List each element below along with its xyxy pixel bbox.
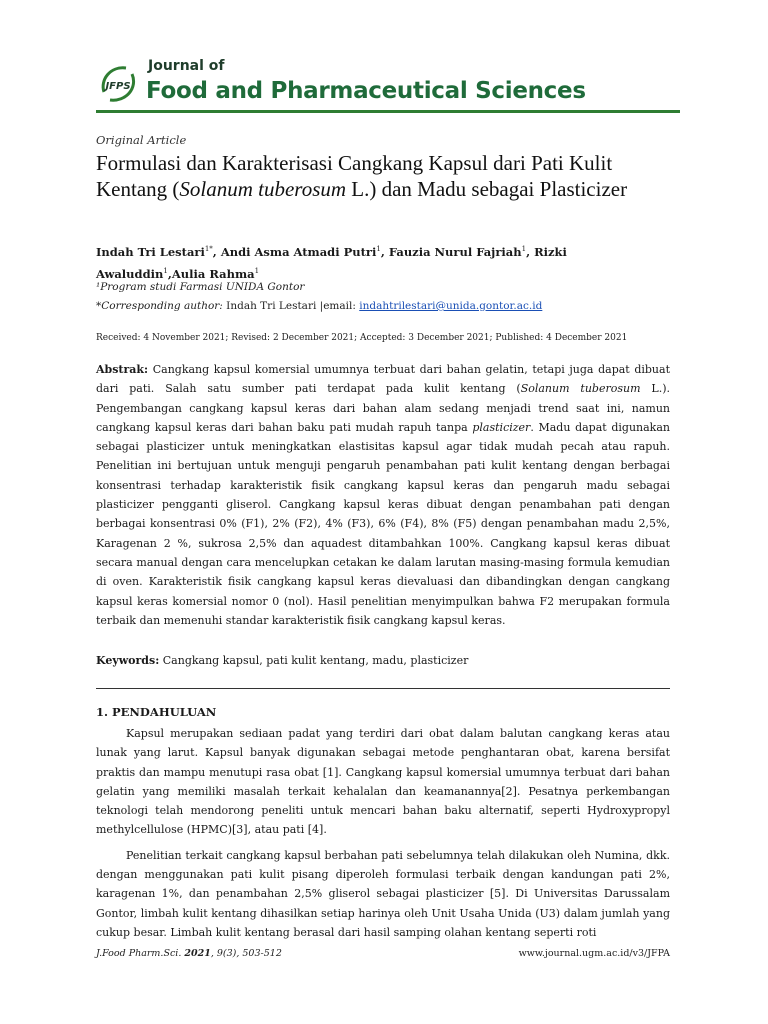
citation-suffix: , 9(3), 503-512 <box>210 948 282 959</box>
author-separator: , <box>212 244 221 259</box>
abstract-text-1: Cangkang kapsul komersial umumnya terbuat dari bahan gelatin, tetapi juga dapat dibuat dari pati. Salah satu sumber pati terdapat pada kulit kentang ( <box>96 363 670 396</box>
abstract-label: Abstrak: <box>96 363 149 376</box>
author-affiliation-marker: 1 <box>521 245 527 253</box>
corresponding-author <box>96 300 542 312</box>
section-body <box>96 724 670 948</box>
title-part-1: Formulasi dan Karakterisasi Cangkang Kapsul dari Pati Kulit Kentang ( <box>96 151 613 201</box>
citation-year: 2021 <box>184 948 211 959</box>
title-part-2: L.) dan Madu sebagai Plasticizer <box>346 177 628 201</box>
corresponding-name: Indah Tri Lestari |email: <box>222 300 360 312</box>
journal-header <box>96 58 680 114</box>
author-separator: ,Aulia <box>167 266 210 281</box>
title-species: Solanum tuberosum <box>179 177 347 201</box>
keywords-text: Cangkang kapsul, pati kulit kentang, madu, plasticizer <box>159 654 469 667</box>
section-heading: 1. PENDAHULUAN <box>96 705 217 719</box>
section-divider <box>96 688 670 689</box>
author-name: Rizki Awaluddin <box>96 244 567 281</box>
author-separator: , <box>526 244 535 259</box>
keywords <box>96 654 468 667</box>
citation-prefix: J.Food Pharm.Sci. <box>96 948 185 959</box>
article-type: Original Article <box>96 133 187 147</box>
footer-citation <box>96 948 282 959</box>
header-rule <box>96 110 680 113</box>
author-separator: , <box>380 244 389 259</box>
author-name: Fauzia Nurul Fajriah <box>388 244 522 259</box>
author-affiliation-marker: 1 <box>376 245 381 253</box>
author-affiliation-marker: 1* <box>204 245 213 253</box>
journal-logo-icon <box>96 62 140 106</box>
paragraph-2: Penelitian terkait cangkang kapsul berbahan pati sebelumnya telah dilakukan oleh Numina, dkk. dengan menggunakan pati kulit pisang diperoleh formulasi terbaik dengan kandungan pati 2%, karagenan 1%, dan penambahan 2,5% gliserol sebagai plasticizer [5]. Di Universitas Darussalam Gontor, limbah kulit kentang dihasilkan setiap harinya oleh Unit Usaha Unida (U3) dalam jumlah yang cukup besar. Limbah kulit kentang berasal dari hasil samping olahan kentang seperti roti <box>96 848 670 939</box>
article-title <box>96 150 680 202</box>
journal-name: Food and Pharmaceutical Sciences <box>146 78 586 104</box>
abstract-text-2: L.). Pengembangan cangkang kapsul keras dari bahan alam sedang menjadi trend saat ini, namun cangkang kapsul keras dari bahan baku pati mudah rapuh tanpa <box>96 382 670 434</box>
affiliation: ¹Program studi Farmasi UNIDA Gontor <box>96 281 305 293</box>
journal-of-label: Journal of <box>148 58 225 74</box>
abstract-text-3: . Madu dapat digunakan sebagai plasticizer untuk meningkatkan elastisitas kapsul agar tidak mudah pecah atau rapuh. Penelitian ini bertujuan untuk menguji pengaruh penambahan pati kulit kentang dengan berbagai konsentrasi terhadap karakteristik fisik cangkang kapsul keras dan pengaruh madu sebagai plasticizer pengganti gliserol. Cangkang kapsul keras dibuat dengan penambahan pati dengan berbagai konsentrasi 0% (F1), 2% (F2), 4% (F3), 6% (F4), 8% (F5) dengan penambahan madu 2,5%, Karagenan 2 %, sukrosa 2,5% dan aquadest ditambahkan 100%. Cangkang kapsul keras dibuat secara manual dengan cara mencelupkan cetakan ke dalam larutan masing-masing formula kemudian di oven. Karakteristik fisik cangkang kapsul keras dievaluasi dan dibandingkan dengan cangkang kapsul keras komersial nomor 0 (nol). Hasil penelitian menyimpulkan bahwa F2 merupakan formula terbaik dan memenuhi standar karakteristik fisik cangkang kapsul keras. <box>96 420 670 627</box>
abstract-italic-1: Solanum tuberosum <box>520 382 641 396</box>
paragraph-1: Kapsul merupakan sediaan padat yang terdiri dari obat dalam balutan cangkang keras atau lunak yang larut. Kapsul banyak digunakan sebagai metode penghantaran obat, karena bersifat praktis dan mampu menutupi rasa obat [1]. Cangkang kapsul komersial umumnya terbuat dari bahan gelatin yang memiliki masalah terkait kehalalan dan keamanannya[2]. Pesatnya perkembangan teknologi telah mendorong peneliti untuk mencari bahan baku alternatif, seperti Hydroxypropyl methylcellulose (HPMC)[3], atau pati [4]. <box>96 727 670 837</box>
corresponding-email-link[interactable]: indahtrilestari@unida.gontor.ac.id <box>359 300 543 312</box>
logo-text: JFPS <box>105 81 131 92</box>
corresponding-label: *Corresponding author: <box>96 300 223 312</box>
footer-url[interactable]: www.journal.ugm.ac.id/v3/JFPA <box>518 948 670 959</box>
author-name: Indah Tri Lestari <box>96 244 205 259</box>
author-name: Rahma <box>209 266 255 281</box>
author-list <box>96 240 680 284</box>
author-name: Andi Asma Atmadi Putri <box>220 244 377 259</box>
abstract-italic-2: plasticizer <box>472 420 531 434</box>
abstract <box>96 360 670 630</box>
author-affiliation-marker: 1 <box>254 266 260 275</box>
publication-dates: Received: 4 November 2021; Revised: 2 December 2021; Accepted: 3 December 2021; Published: 4 December 2021 <box>96 333 628 343</box>
keywords-label: Keywords: <box>96 654 160 667</box>
author-affiliation-marker: 1 <box>163 266 168 275</box>
